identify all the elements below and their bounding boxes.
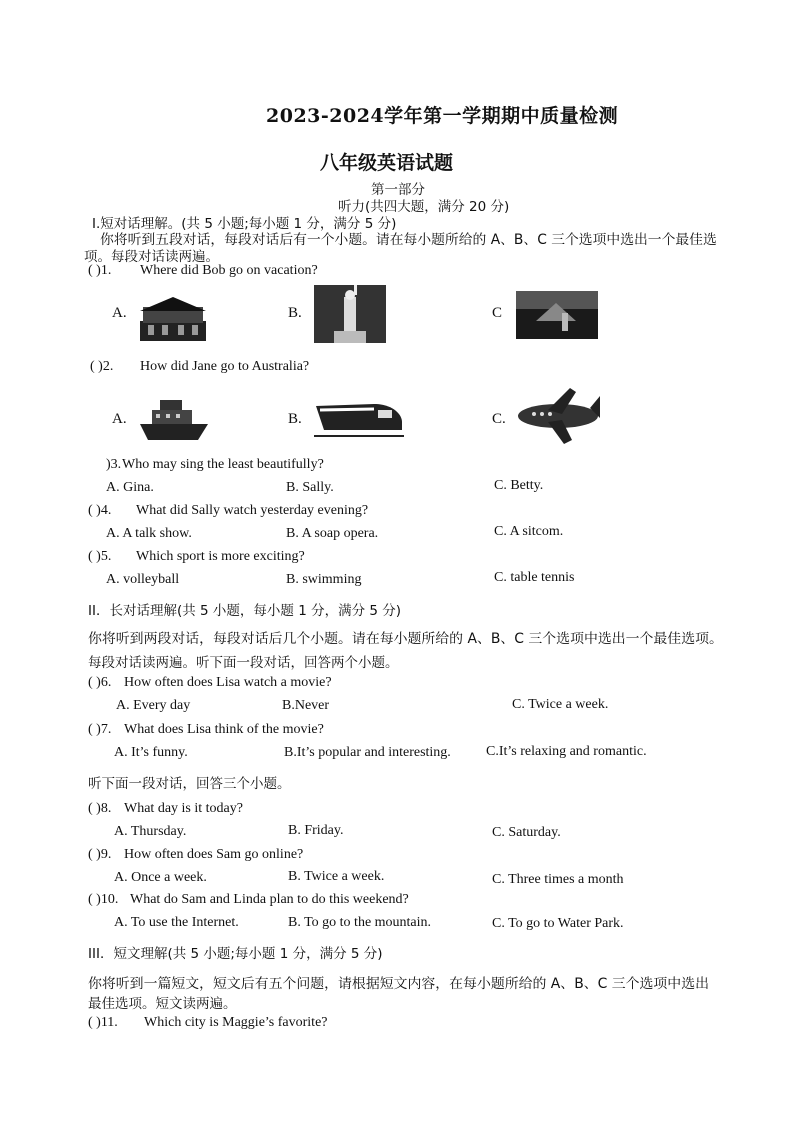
- q5-option-b: B. swimming: [286, 572, 362, 587]
- q3-text: Who may sing the least beautifully?: [122, 457, 324, 472]
- q6-option-a: A. Every day: [116, 698, 191, 713]
- q1-option-a: A.: [112, 305, 127, 321]
- q2-text: How did Jane go to Australia?: [140, 359, 310, 374]
- q6-option-c: C. Twice a week.: [512, 697, 609, 712]
- section3-heading: III．短文理解(共 5 小题;每小题 1 分，满分 5 分): [88, 946, 383, 962]
- q3-option-c: C. Betty.: [494, 478, 544, 493]
- q10-option-a: A. To use the Internet.: [114, 915, 239, 930]
- q5-option-c: C. table tennis: [494, 570, 575, 585]
- q6-number: ( )6.: [88, 675, 112, 690]
- q3-option-b: B. Sally.: [286, 480, 334, 495]
- q6-text: How often does Lisa watch a movie?: [124, 675, 332, 690]
- q7-option-b: B.It’s popular and interesting.: [284, 745, 451, 760]
- q6-option-b: B.Never: [282, 698, 330, 713]
- q8-number: ( )8.: [88, 801, 112, 816]
- section1-heading: I.短对话理解。(共 5 小题;每小题 1 分，满分 5 分): [92, 216, 397, 232]
- train-image: [314, 396, 404, 440]
- section3-intro-line1: 你将听到一篇短文，短文后有五个问题，请根据短文内容，在每小题所给的 A、B、C 三个选项中选出: [88, 976, 709, 992]
- landscape-image: [516, 291, 598, 339]
- q11-number: ( )11.: [88, 1015, 118, 1030]
- section2-note: 听下面一段对话，回答三个小题。: [88, 776, 291, 792]
- q9-option-c: C. Three times a month: [492, 872, 624, 887]
- section1-intro-line1: 你将听到五段对话，每段对话后有一个小题。请在每小题所给的 A、B、C 三个选项中选出一个最佳选: [100, 232, 717, 248]
- exam-title: 2023-2024学年第一学期期中质量检测: [266, 105, 619, 127]
- q2-option-c: C.: [492, 411, 506, 427]
- statue-of-liberty-image: [314, 285, 386, 343]
- q4-text: What did Sally watch yesterday evening?: [136, 503, 369, 518]
- paper-subtitle: 八年级英语试题: [320, 152, 454, 174]
- q8-option-a: A. Thursday.: [114, 824, 187, 839]
- ship-image: [140, 394, 208, 442]
- q1-option-c: C: [492, 305, 503, 321]
- q4-option-c: C. A sitcom.: [494, 524, 564, 539]
- q8-option-c: C. Saturday.: [492, 825, 561, 840]
- q8-text: What day is it today?: [124, 801, 243, 816]
- q5-text: Which sport is more exciting?: [136, 549, 305, 564]
- q10-option-c: C. To go to Water Park.: [492, 916, 624, 931]
- part-label: 第一部分: [371, 182, 425, 198]
- q10-option-b: B. To go to the mountain.: [288, 915, 432, 930]
- q3-number: )3.: [106, 457, 122, 472]
- q1-text: Where did Bob go on vacation?: [140, 263, 318, 278]
- q7-option-c: C.It’s relaxing and romantic.: [486, 744, 647, 759]
- q2-option-a: A.: [112, 411, 127, 427]
- palace-image: [140, 297, 206, 341]
- q5-option-a: A. volleyball: [106, 572, 180, 587]
- section3-intro-line2: 最佳选项。短文读两遍。: [88, 996, 237, 1012]
- q1-number: ( )1.: [88, 263, 112, 278]
- q4-option-b: B. A soap opera.: [286, 526, 379, 541]
- q7-option-a: A. It’s funny.: [114, 745, 188, 760]
- q11-text: Which city is Maggie’s favorite?: [144, 1015, 328, 1030]
- section1-intro-line2: 项。每段对话读两遍。: [84, 249, 219, 265]
- q9-option-b: B. Twice a week.: [288, 869, 385, 884]
- q2-number: ( )2.: [90, 359, 114, 374]
- q8-option-b: B. Friday.: [288, 823, 344, 838]
- q9-text: How often does Sam go online?: [124, 847, 304, 862]
- q7-number: ( )7.: [88, 722, 112, 737]
- q3-option-a: A. Gina.: [106, 480, 154, 495]
- q9-number: ( )9.: [88, 847, 112, 862]
- section2-intro-line1: 你将听到两段对话，每段对话后几个小题。请在每小题所给的 A、B、C 三个选项中选出一个最佳选项。: [88, 631, 723, 647]
- airplane-image: [514, 388, 600, 446]
- section2-heading: II．长对话理解(共 5 小题，每小题 1 分，满分 5 分): [88, 603, 402, 619]
- q4-number: ( )4.: [88, 503, 112, 518]
- q4-option-a: A. A talk show.: [106, 526, 192, 541]
- section2-intro-line2: 每段对话读两遍。听下面一段对话，回答两个小题。: [88, 655, 399, 671]
- q2-option-b: B.: [288, 411, 302, 427]
- q7-text: What does Lisa think of the movie?: [124, 722, 324, 737]
- q9-option-a: A. Once a week.: [114, 870, 207, 885]
- q5-number: ( )5.: [88, 549, 112, 564]
- q10-number: ( )10.: [88, 892, 119, 907]
- q10-text: What do Sam and Linda plan to do this weekend?: [130, 892, 409, 907]
- q1-option-b: B.: [288, 305, 302, 321]
- listening-label: 听力(共四大题，满分 20 分): [338, 199, 510, 215]
